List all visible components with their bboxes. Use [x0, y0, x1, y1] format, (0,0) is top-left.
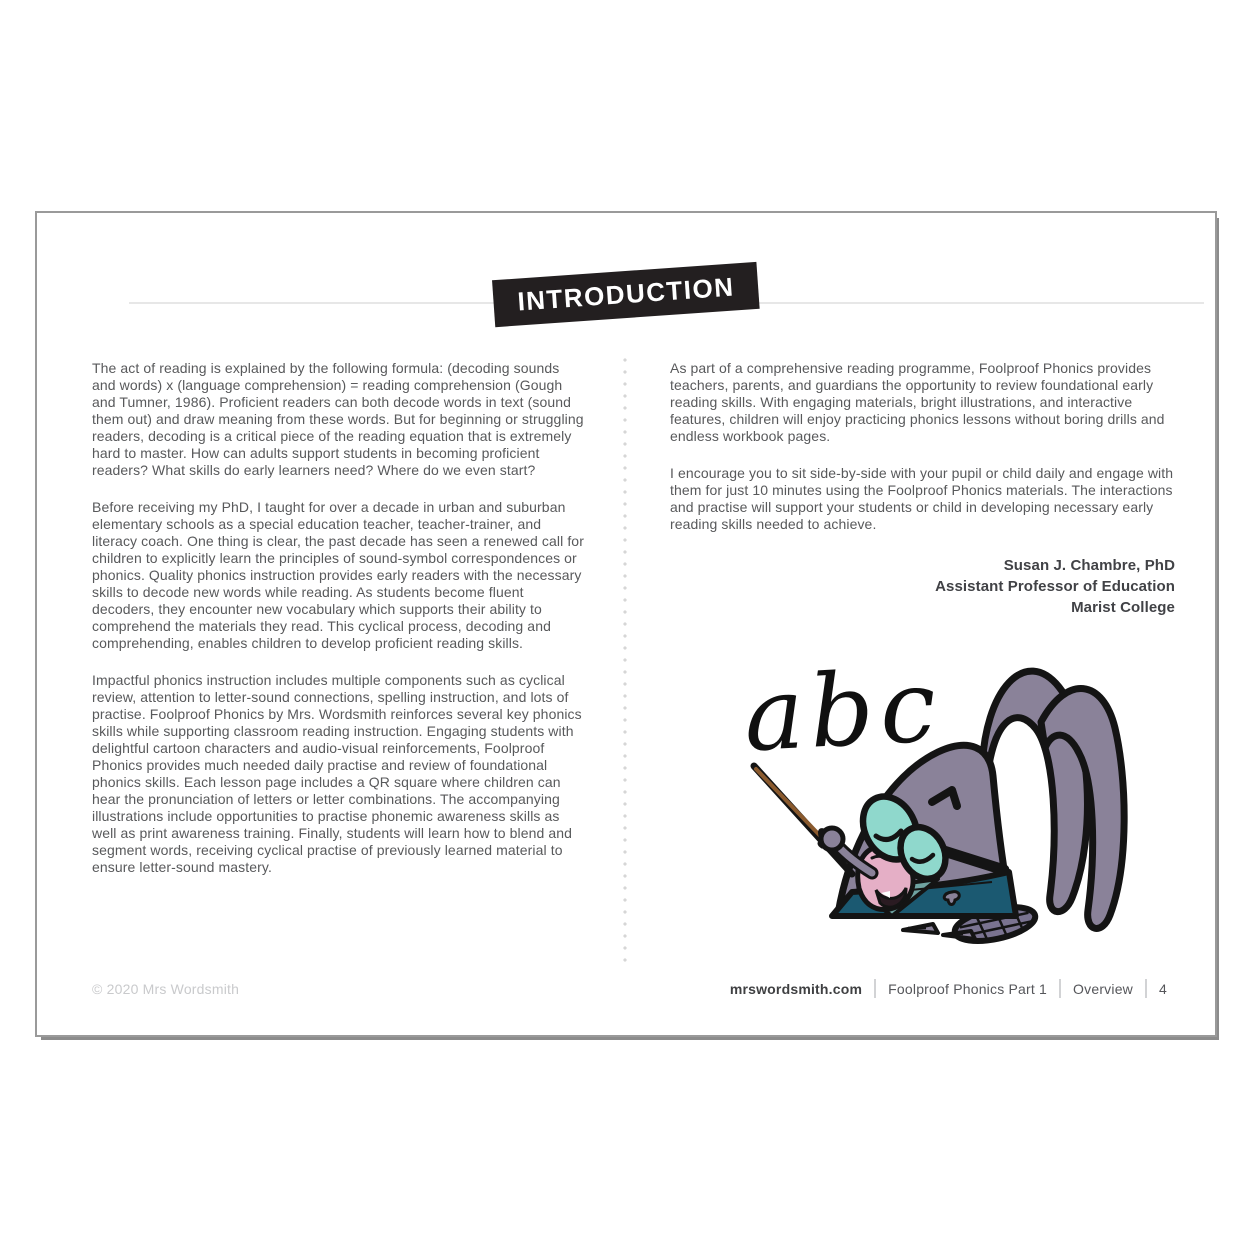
signature-block [670, 555, 1175, 618]
section-title: INTRODUCTION [516, 271, 736, 317]
left-text-column [92, 360, 584, 896]
signature-org: Marist College [1071, 599, 1175, 616]
footer-website: mrswordsmith.com [729, 980, 863, 997]
signature-name: Susan J. Chambre, PhD [1003, 557, 1175, 574]
right-text-column [670, 360, 1175, 618]
signature-title: Assistant Professor of Education [935, 578, 1175, 595]
abc-handwriting: abc [741, 646, 945, 775]
paragraph: Impactful phonics instruction includes multiple components such as cyclical review, attention to letter-sound connections, spelling instruction, and lots of practise. Foolproof Phonics by Mrs. Wordsmith reinforces several key phonics skills while supporting classroom reading instruction. Engaging students with delightful cartoon characters and audio-visual reinforcements, Foolproof Phonics provides much needed daily practise and review of foundational phonics skills. Each lesson page includes a QR square where children can hear the pronunciation of letters or letter combinations. The accompanying illustrations include opportunities to practise phonemic awareness skills as well as print awareness training. Finally, students will learn how to blend and segment words, receiving cyclical practise of previously learned material to ensure letter-sound mastery. [92, 672, 582, 875]
paragraph: As part of a comprehensive reading programme, Foolproof Phonics provides teachers, parents, and guardians the opportunity to review foundational early reading skills. With engaging materials, bright illustrations, and interactive features, children will enjoy practicing phonics lessons without boring drills and endless workbook pages. [670, 360, 1165, 444]
footer-breadcrumb [730, 979, 1167, 998]
paragraph: The act of reading is explained by the following formula: (decoding sounds and words) x (language comprehension) = reading comprehension (Gough and Tumner, 1986). Proficient readers can both decode words in text (sound them out) and draw meaning from these words. But for beginning or struggling readers, decoding is a critical piece of the reading equation that is extremely hard to master. How can adults support students in becoming proficient readers? What skills do early learners need? Where do we even start? [92, 360, 584, 478]
beaver-teacher-illustration [740, 630, 1180, 960]
document-page [37, 213, 1215, 1035]
pointer-stick [754, 766, 852, 874]
section-title-banner [492, 262, 760, 327]
footer-separator [1059, 979, 1061, 998]
footer-separator [1145, 979, 1147, 998]
page-footer [92, 979, 1167, 998]
footer-book-title: Foolproof Phonics Part 1 [888, 980, 1048, 997]
footer-page-number: 4 [1159, 980, 1167, 997]
footer-separator [874, 979, 876, 998]
dotted-column-divider [623, 358, 627, 966]
paragraph: I encourage you to sit side-by-side with your pupil or child daily and engage with them for just 10 minutes using the Foolproof Phonics materials. The interactions and practise will support your students or child in developing necessary early reading skills needed to achieve. [670, 465, 1174, 532]
footer-section: Overview [1073, 980, 1133, 997]
paragraph: Before receiving my PhD, I taught for over a decade in urban and suburban elementary schools as a special education teacher, teacher-trainer, and literacy coach. One thing is clear, the past decade has seen a renewed call for children to explicitly learn the principles of sound-symbol correspondences or phonics. Quality phonics instruction provides early readers with the necessary skills to decode new words while reading. As students become fluent decoders, they encounter new vocabulary which supports their ability to comprehend the materials they read. This cyclical process, decoding and comprehending, enables children to develop proficient reading skills. [92, 499, 584, 651]
copyright-text: © 2020 Mrs Wordsmith [92, 980, 240, 997]
